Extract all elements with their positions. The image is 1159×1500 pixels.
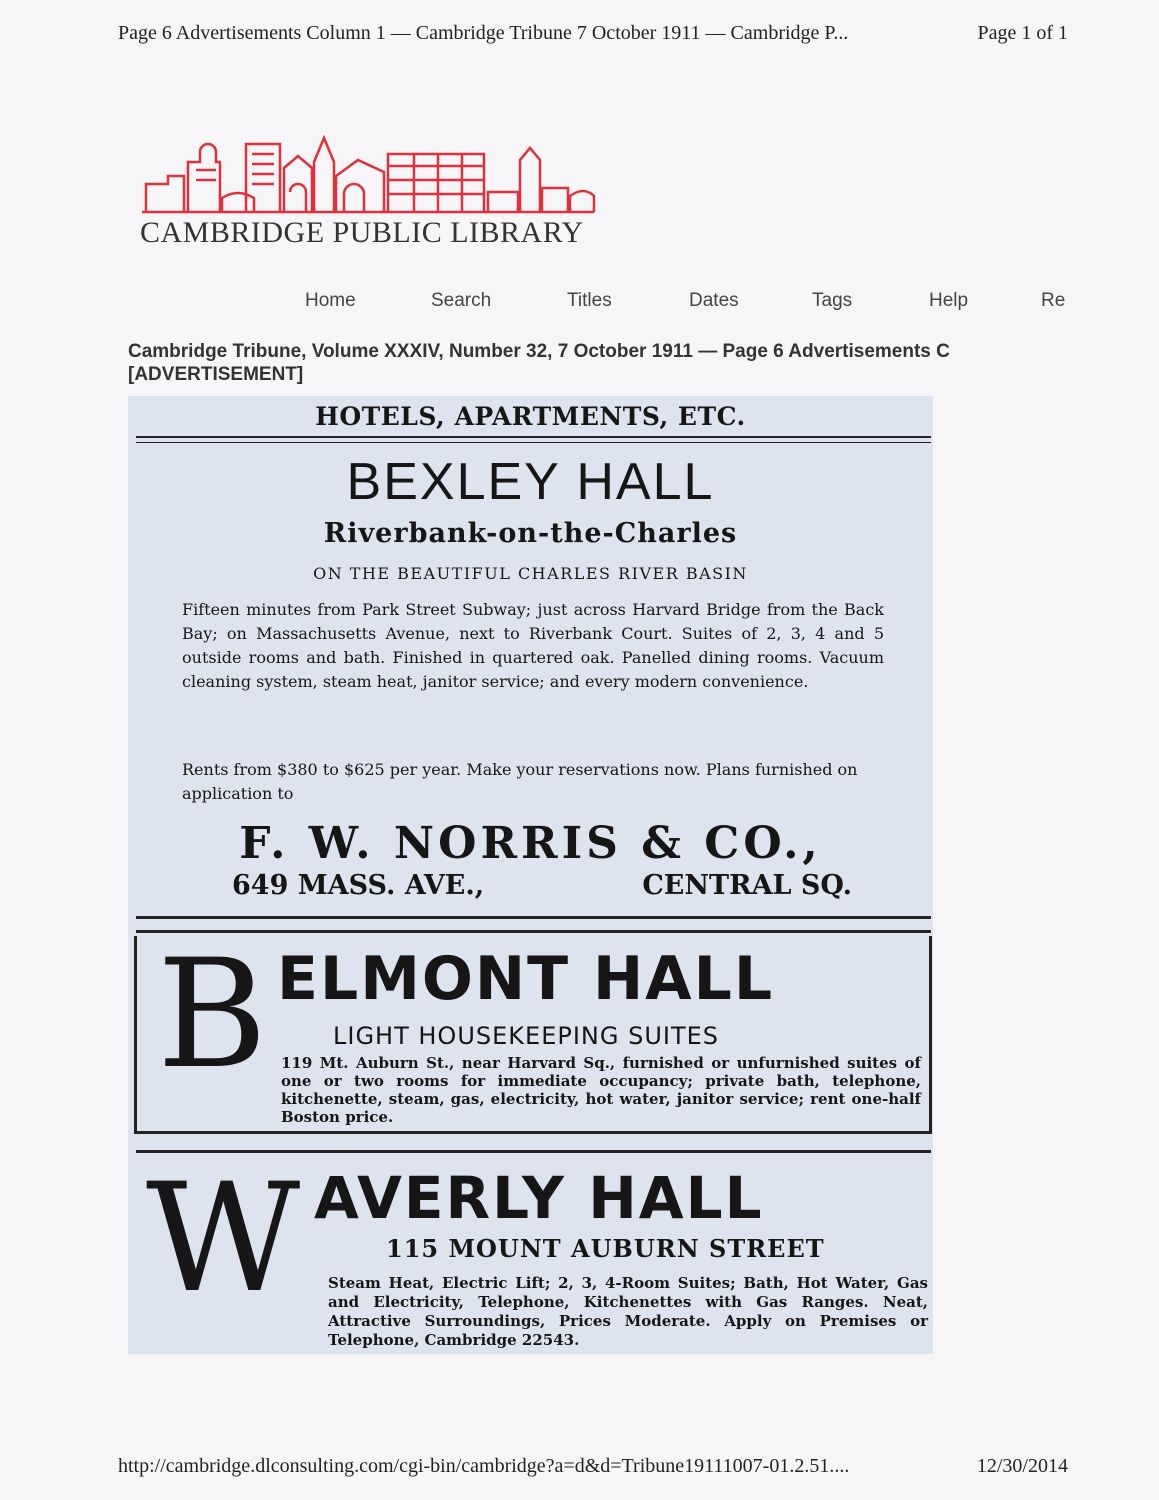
belmont-initial: B <box>157 928 268 1102</box>
section-heading: HOTELS, APARTMENTS, ETC. <box>315 402 746 431</box>
agent-location: CENTRAL SQ. <box>642 870 852 901</box>
belmont-ad <box>134 928 932 1134</box>
nav-titles-link[interactable]: Titles <box>567 290 612 311</box>
print-header-title: Page 6 Advertisements Column 1 — Cambridge Tribune 7 October 1911 — Cambridge P... <box>118 22 849 44</box>
print-footer-date: 12/30/2014 <box>976 1455 1068 1477</box>
belmont-subtitle: LIGHT HOUSEKEEPING SUITES <box>333 1022 720 1050</box>
belmont-title: ELMONT HALL <box>277 944 775 1014</box>
article-heading <box>128 340 1088 386</box>
bexley-rents: Rents from $380 to $625 per year. Make your reservations now. Plans furnished on application to <box>182 760 858 803</box>
divider <box>136 436 931 443</box>
print-header-page: Page 1 of 1 <box>977 22 1068 44</box>
bexley-subtitle: Riverbank-on-the-Charles <box>323 518 738 549</box>
nav-re-link[interactable]: Re <box>1041 290 1066 311</box>
article-subtitle: [ADVERTISEMENT] <box>128 364 304 385</box>
bexley-body: Fifteen minutes from Park Street Subway; just across Harvard Bridge from the Back Bay; on Massachusetts Avenue, next to Riverbank Court. Suites of 2, 3, 4 and 5 outside rooms and bath. Finished in quartered oak. Panelled dining rooms. Vacuum cleaning system, steam heat, janitor service; and every modern convenience. <box>182 600 884 691</box>
print-header <box>118 22 1068 45</box>
bexley-tagline: ON THE BEAUTIFUL CHARLES RIVER BASIN <box>313 564 748 583</box>
divider <box>136 916 931 919</box>
waverly-body: Steam Heat, Electric Lift; 2, 3, 4-Room Suites; Bath, Hot Water, Gas and Electricity, Telephone, Kitchenettes with Gas Ranges. Neat, Attractive Surroundings, Prices Moderate. Apply on Premises or Telephone, Cambridge 22543. <box>328 1274 928 1349</box>
article-title: Cambridge Tribune, Volume XXXIV, Number 32, 7 October 1911 — Page 6 Advertisements C <box>128 341 950 362</box>
waverly-title: AVERLY HALL <box>314 1164 764 1232</box>
nav-home-link[interactable]: Home <box>305 290 356 311</box>
nav-tags-link[interactable]: Tags <box>812 290 853 311</box>
library-logo[interactable] <box>138 132 598 250</box>
bexley-title: BEXLEY HALL <box>346 453 715 511</box>
nav-dates-link[interactable]: Dates <box>689 290 739 311</box>
agent-street: 649 MASS. AVE., <box>232 870 485 901</box>
nav-help-link[interactable]: Help <box>929 290 969 311</box>
library-skyline-icon <box>138 132 598 214</box>
print-footer-url: http://cambridge.dlconsulting.com/cgi-bin/cambridge?a=d&d=Tribune19111007-01.2.51.... <box>118 1455 850 1477</box>
waverly-initial: W <box>146 1152 301 1326</box>
waverly-subtitle: 115 MOUNT AUBURN STREET <box>386 1234 825 1263</box>
library-name: CAMBRIDGE PUBLIC LIBRARY <box>140 216 584 249</box>
agent-address <box>232 870 852 901</box>
agent-name: F. W. NORRIS & CO., <box>239 818 822 869</box>
belmont-body: 119 Mt. Auburn St., near Harvard Sq., furnished or unfurnished suites of one or two rooms for immediate occupancy; private bath, telephone, kitchenette, steam, gas, electricity, hot water, janitor service; rent one-half Boston price. <box>281 1054 921 1126</box>
advertisement-scan <box>128 396 933 1354</box>
nav-search-link[interactable]: Search <box>431 290 492 311</box>
print-footer <box>118 1455 1068 1478</box>
